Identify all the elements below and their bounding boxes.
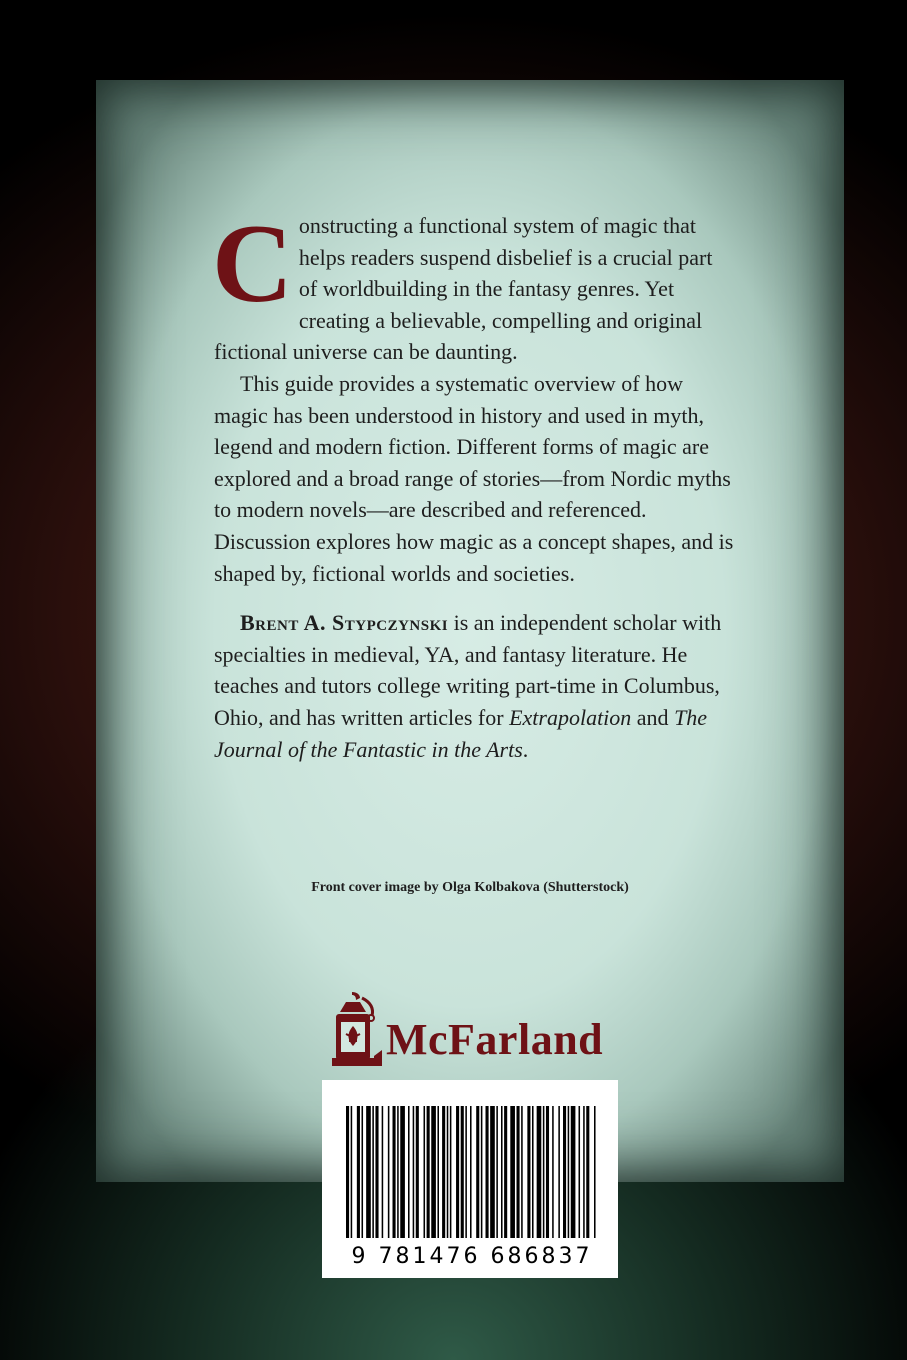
- barcode-bar: [416, 1106, 419, 1238]
- barcode-bar: [346, 1106, 349, 1238]
- publisher-logo: [326, 990, 626, 1070]
- barcode-bar: [465, 1106, 467, 1238]
- barcode-bar: [563, 1106, 566, 1238]
- barcode-bar: [382, 1106, 384, 1238]
- barcode-bar: [586, 1106, 589, 1238]
- lantern-icon: [326, 990, 382, 1070]
- barcode-bar: [408, 1106, 410, 1238]
- barcode-bar: [543, 1106, 545, 1238]
- barcode-bar: [571, 1106, 576, 1238]
- barcode-bar: [486, 1106, 489, 1238]
- barcode-bar: [388, 1106, 390, 1238]
- blurb-paragraph-2: This guide provides a systematic overview of how magic has been understood in history and used in myth, legend and modern fiction. Different forms of magic are explored and a broad range of stories—from Nordic myths to modern novels—are described and referenced. Discussion explores how magic as a concept shapes, and is shaped by, fictional worlds and societies.: [214, 370, 734, 586]
- barcode-bar: [431, 1106, 436, 1238]
- barcode-bar: [490, 1106, 495, 1238]
- author-name: Brent A. Stypczynski: [240, 610, 449, 636]
- barcode-bar: [427, 1106, 430, 1238]
- journal-title-2: The Journal of the Fantastic in the Arts: [214, 704, 708, 762]
- barcode-bar: [552, 1106, 554, 1238]
- barcode-bar: [366, 1106, 371, 1238]
- drop-cap: C: [212, 202, 293, 326]
- cover-image-credit: Front cover image by Olga Kolbakova (Shutterstock): [311, 880, 629, 895]
- barcode-bars: [344, 1106, 600, 1238]
- blurb-paragraph-1: [212, 202, 734, 368]
- author-bio: [214, 607, 734, 765]
- barcode-bar: [393, 1106, 396, 1238]
- barcode-bar: [579, 1106, 581, 1238]
- blurb-paragraph-1-text: onstructing a functional system of magic that helps readers suspend disbelief is a crucial part of worldbuilding in the fantasy genres. Yet creating a believable, compelling and original fictional universe can be daunting.: [214, 213, 713, 365]
- publisher-name: McFarland: [386, 1015, 604, 1064]
- barcode-bar: [504, 1106, 507, 1238]
- barcode-bar: [424, 1106, 426, 1238]
- barcode-bar: [568, 1106, 570, 1238]
- barcode-bar: [521, 1106, 523, 1238]
- barcode-bar: [372, 1106, 374, 1238]
- barcode-bar: [546, 1106, 549, 1238]
- author-bio-text-1: is an independent scholar with specialties in medieval, YA, and fantasy literature. He teaches and tutors college writing part-time in Columbus, Ohio, and has written articles for: [214, 610, 722, 730]
- barcode-bar: [351, 1106, 353, 1238]
- barcode-bar: [442, 1106, 445, 1238]
- author-bio-text-3: .: [522, 736, 529, 762]
- barcode-bar: [558, 1106, 560, 1238]
- barcode-bar: [583, 1106, 585, 1238]
- author-bio-text-2: and: [631, 704, 675, 730]
- barcode-bar: [450, 1106, 452, 1238]
- barcode-bar: [527, 1106, 530, 1238]
- barcode-bar: [447, 1106, 449, 1238]
- barcode-bar: [496, 1106, 498, 1238]
- barcode-bar: [501, 1106, 503, 1238]
- barcode-bar: [456, 1106, 459, 1238]
- barcode-bar: [413, 1106, 415, 1238]
- barcode-bar: [461, 1106, 464, 1238]
- barcode-bar: [470, 1106, 472, 1238]
- journal-title-1: Extrapolation: [509, 704, 632, 730]
- barcode-bar: [357, 1106, 360, 1238]
- back-cover-text: [212, 202, 734, 765]
- barcode-bar: [375, 1106, 378, 1238]
- barcode-bar: [397, 1106, 399, 1238]
- barcode-bar: [510, 1106, 515, 1238]
- isbn-number: 9 781476 686837: [351, 1244, 593, 1269]
- barcode-bar: [437, 1106, 439, 1238]
- barcode-bar: [532, 1106, 534, 1238]
- barcode-bar: [594, 1106, 596, 1238]
- barcode-bar: [517, 1106, 520, 1238]
- barcode-bar: [476, 1106, 479, 1238]
- barcode-bar: [400, 1106, 405, 1238]
- barcode-bar: [537, 1106, 542, 1238]
- barcode-bar: [362, 1106, 364, 1238]
- barcode-bar: [481, 1106, 483, 1238]
